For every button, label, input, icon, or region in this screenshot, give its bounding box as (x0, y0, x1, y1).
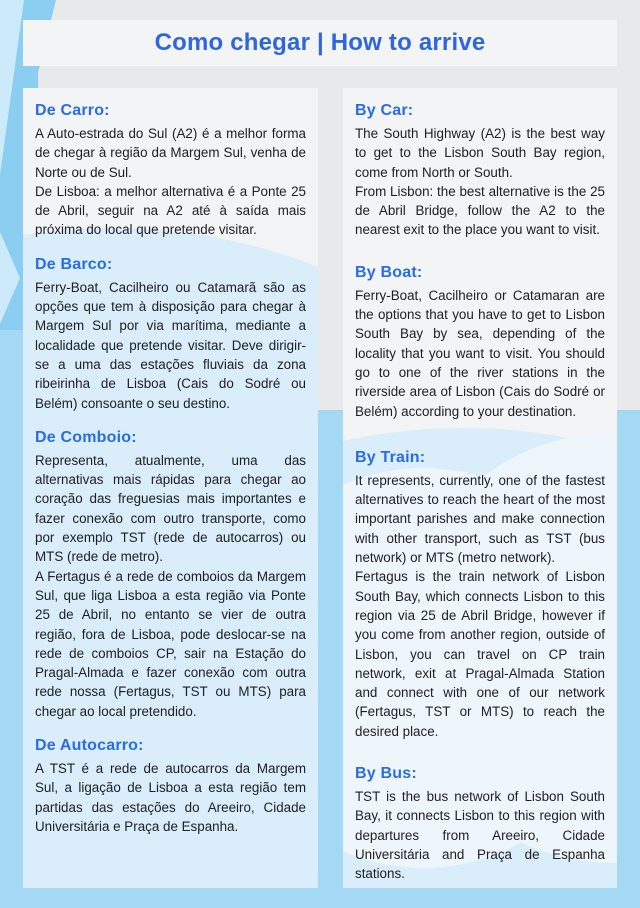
section-heading: De Barco: (35, 255, 113, 273)
column-english (343, 88, 617, 888)
section-paragraph: A Auto-estrada do Sul (A2) é a melhor forma de chegar à região da Margem Sul, venha de Norte ou de Sul. (35, 126, 306, 180)
section-paragraph: Fertagus is the train network of Lisbon South Bay, which connects Lisbon to this region via 25 de Abril Bridge, however if you come from another region, outside of Lisbon, you can travel on CP train network, exit at Pragal-Almada Station and connect with one of our network (Fertagus, TST or MTS) to reach the desired place. (355, 569, 605, 739)
section-heading: By Bus: (355, 765, 417, 783)
title-banner (23, 20, 617, 66)
section-heading: De Comboio: (35, 428, 137, 446)
page-title: Como chegar | How to arrive (154, 29, 486, 56)
section-by-boat (355, 264, 605, 421)
section-paragraph: De Lisboa: a melhor alternativa é a Ponte 25 de Abril, seguir na A2 até à saída mais próxima do local que pretende visitar. (35, 183, 306, 238)
section-paragraph: TST is the bus network of Lisbon South Bay, it connects Lisbon to this region with departures from Areeiro, Cidade Universitária and Praça de Espanha stations. (355, 789, 605, 882)
column-portuguese-content (35, 102, 306, 836)
section-by-bus (355, 765, 605, 883)
section-paragraph: Ferry-Boat, Cacilheiro or Catamaran are the options that you have to get to Lisbon South Bay by sea, depending of the locality that you want to visit. You should go to one of the river stations in the riverside area of Lisbon (Cais do Sodré or Belém) according to your destination. (355, 287, 605, 419)
section-paragraph: Ferry-Boat, Cacilheiro ou Catamarã são as opções que tem à disposição para chegar à Margem Sul por via marítima, mediante a localidade que pretende visitar. Deve dirigir-se a uma das estações fluviais da zona ribeirinha de Lisboa (Cais do Sodré ou Belém) consoante o seu destino. (35, 279, 306, 411)
section-paragraph: Representa, atualmente, uma das alternativas mais rápidas para chegar ao coração das freguesias mais importantes e fazer conexão com outro transporte, como por exemplo TST (rede de autocarros) ou MTS (rede de metro). (35, 452, 306, 565)
section-heading: By Boat: (355, 263, 423, 281)
section-paragraph: From Lisbon: the best alternative is the 25 de Abril Bridge, follow the A2 to the nearest exit to the place you want to visit. (355, 183, 605, 238)
section-de-autocarro (35, 737, 306, 836)
column-english-content (355, 102, 605, 884)
section-heading: By Train: (355, 448, 426, 466)
section-heading: De Autocarro: (35, 737, 144, 755)
section-heading: De Carro: (35, 102, 110, 119)
section-paragraph: A Fertagus é a rede de comboios da Margem Sul, que liga Lisboa a esta região via Ponte 25 de Abril, no entanto se vier de outra região, fora de Lisboa, pode deslocar-se na rede de comboios CP, sair na Estação do Pragal-Almada e fazer conexão com outra rede nossa (Fertagus, TST ou MTS) para chegar ao local pretendido. (35, 568, 306, 719)
section-de-carro (35, 102, 306, 240)
section-paragraph: It represents, currently, one of the fastest alternatives to reach the heart of the most important parishes and make connection with other transport, such as TST (bus network) or MTS (metro network). (355, 472, 605, 566)
section-by-train (355, 449, 605, 741)
section-de-comboio (35, 429, 306, 721)
column-portuguese (23, 88, 318, 888)
section-paragraph: A TST é a rede de autocarros da Margem Sul, a ligação de Lisboa a esta região tem partidas das estações do Areeiro, Cidade Universitária e Praça de Espanha. (35, 761, 306, 834)
section-heading: By Car: (355, 102, 414, 119)
section-paragraph: The South Highway (A2) is the best way to get to the Lisbon South Bay region, come from North or South. (355, 126, 605, 180)
section-de-barco (35, 256, 306, 413)
section-by-car (355, 102, 605, 240)
